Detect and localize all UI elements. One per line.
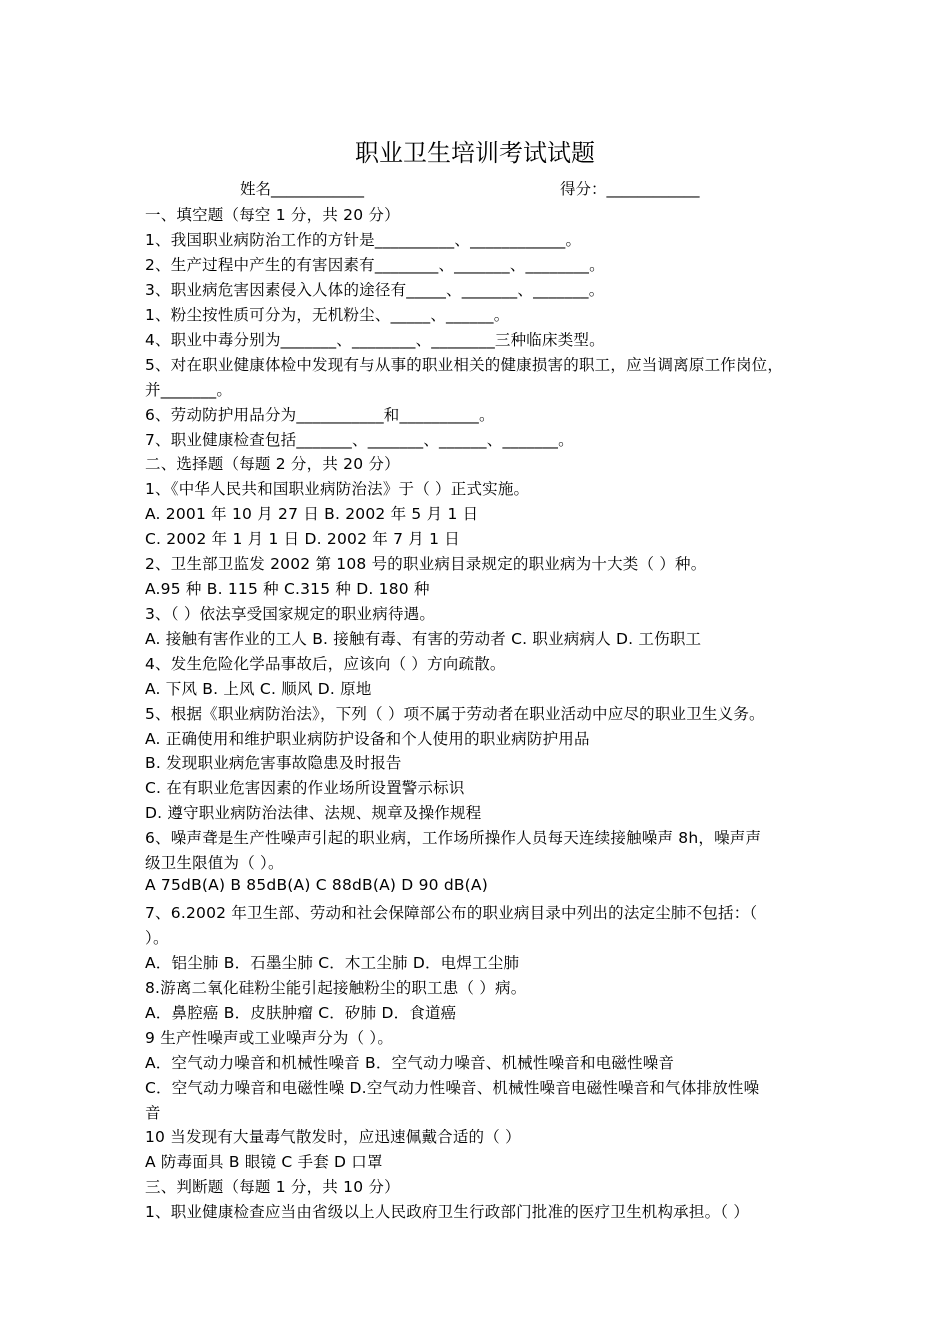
page-title: 职业卫生培训考试试题 <box>355 139 595 167</box>
section-choice: 二、选择题（每题 2 分，共 20 分） <box>145 455 400 473</box>
question-line: 4、发生危险化学品事故后，应该向（ ）方向疏散。 <box>145 655 506 673</box>
option-line: A．铝尘肺 B．石墨尘肺 C．木工尘肺 D．电焊工尘肺 <box>145 954 520 972</box>
section-true-false: 三、判断题（每题 1 分，共 10 分） <box>145 1178 400 1196</box>
question-line: 4、职业中毒分别为_______、________、________三种临床类型。 <box>145 331 605 349</box>
option-line: D. 遵守职业病防治法律、法规、规章及操作规程 <box>145 804 482 822</box>
option-line: A. 正确使用和维护职业病防护设备和个人使用的职业病防护用品 <box>145 730 590 748</box>
question-line: 1、粉尘按性质可分为，无机粉尘、_____、______。 <box>145 306 510 324</box>
question-line: 并_______。 <box>145 381 233 399</box>
option-line: A. 接触有害作业的工人 B. 接触有毒、有害的劳动者 C. 职业病病人 D. 工伤职工 <box>145 630 702 648</box>
section-fill-blank: 一、填空题（每空 1 分，共 20 分） <box>145 206 400 224</box>
option-line: C．空气动力噪音和电磁性噪 D.空气动力性噪音、机械性噪音电磁性噪音和气体排放性噪 <box>145 1079 760 1097</box>
option-line: A. 下风 B. 上风 C. 顺风 D. 原地 <box>145 680 372 698</box>
question-line: 6、劳动防护用品分为___________和__________。 <box>145 406 495 424</box>
question-line: 6、噪声聋是生产性噪声引起的职业病，工作场所操作人员每天连续接触噪声 8h，噪声声 <box>145 829 762 847</box>
option-line: 音 <box>145 1104 161 1122</box>
question-line: 7、职业健康检查包括_______、_______、______、_______。 <box>145 431 574 449</box>
question-line: ）。 <box>145 929 169 947</box>
question-line: 1、职业健康检查应当由省级以上人民政府卫生行政部门批准的医疗卫生机构承担。（ ） <box>145 1203 750 1221</box>
option-line: A 防毒面具 B 眼镜 C 手套 D 口罩 <box>145 1153 383 1171</box>
option-line: A 75dB(A) B 85dB(A) C 88dB(A) D 90 dB(A) <box>145 876 488 894</box>
option-line: C. 在有职业危害因素的作业场所设置警示标识 <box>145 779 465 797</box>
question-line: 8.游离二氧化硅粉尘能引起接触粉尘的职工患（ ）病。 <box>145 979 527 997</box>
question-line: 7、6.2002 年卫生部、劳动和社会保障部公布的职业病目录中列出的法定尘肺不包括：（ <box>145 904 758 922</box>
question-line: 5、根据《职业病防治法》，下列（ ）项不属于劳动者在职业活动中应尽的职业卫生义务。 <box>145 705 765 723</box>
question-line: 级卫生限值为（ ）。 <box>145 854 284 872</box>
option-line: A．空气动力噪音和机械性噪音 B．空气动力噪音、机械性噪音和电磁性噪音 <box>145 1054 675 1072</box>
option-line: A．鼻腔癌 B．皮肤肿瘤 C．矽肺 D．食道癌 <box>145 1004 457 1022</box>
question-line: 1、《中华人民共和国职业病防治法》于（ ）正式实施。 <box>145 480 530 498</box>
question-line: 10 当发现有大量毒气散发时，应迅速佩戴合适的（ ） <box>145 1128 521 1146</box>
question-line: 1、我国职业病防治工作的方针是__________、____________。 <box>145 231 582 249</box>
question-line: 5、对在职业健康体检中发现有与从事的职业相关的健康损害的职工，应当调离原工作岗位， <box>145 356 784 374</box>
option-line: A.95 种 B. 115 种 C.315 种 D. 180 种 <box>145 580 430 598</box>
option-line: C. 2002 年 1 月 1 日 D. 2002 年 7 月 1 日 <box>145 530 461 548</box>
score-field: 得分：____________ <box>560 180 700 198</box>
question-line: 9 生产性噪声或工业噪声分为（ ）。 <box>145 1029 394 1047</box>
question-line: 3、职业病危害因素侵入人体的途径有_____、_______、_______。 <box>145 281 605 299</box>
option-line: B. 发现职业病危害事故隐患及时报告 <box>145 754 402 772</box>
question-line: 2、生产过程中产生的有害因素有________、_______、________。 <box>145 256 605 274</box>
question-line: 2、卫生部卫监发 2002 第 108 号的职业病目录规定的职业病为十大类（ ）种。 <box>145 555 707 573</box>
name-field: 姓名____________ <box>240 180 365 198</box>
question-line: 3、（ ）依法享受国家规定的职业病待遇。 <box>145 605 436 623</box>
option-line: A. 2001 年 10 月 27 日 B. 2002 年 5 月 1 日 <box>145 505 479 523</box>
